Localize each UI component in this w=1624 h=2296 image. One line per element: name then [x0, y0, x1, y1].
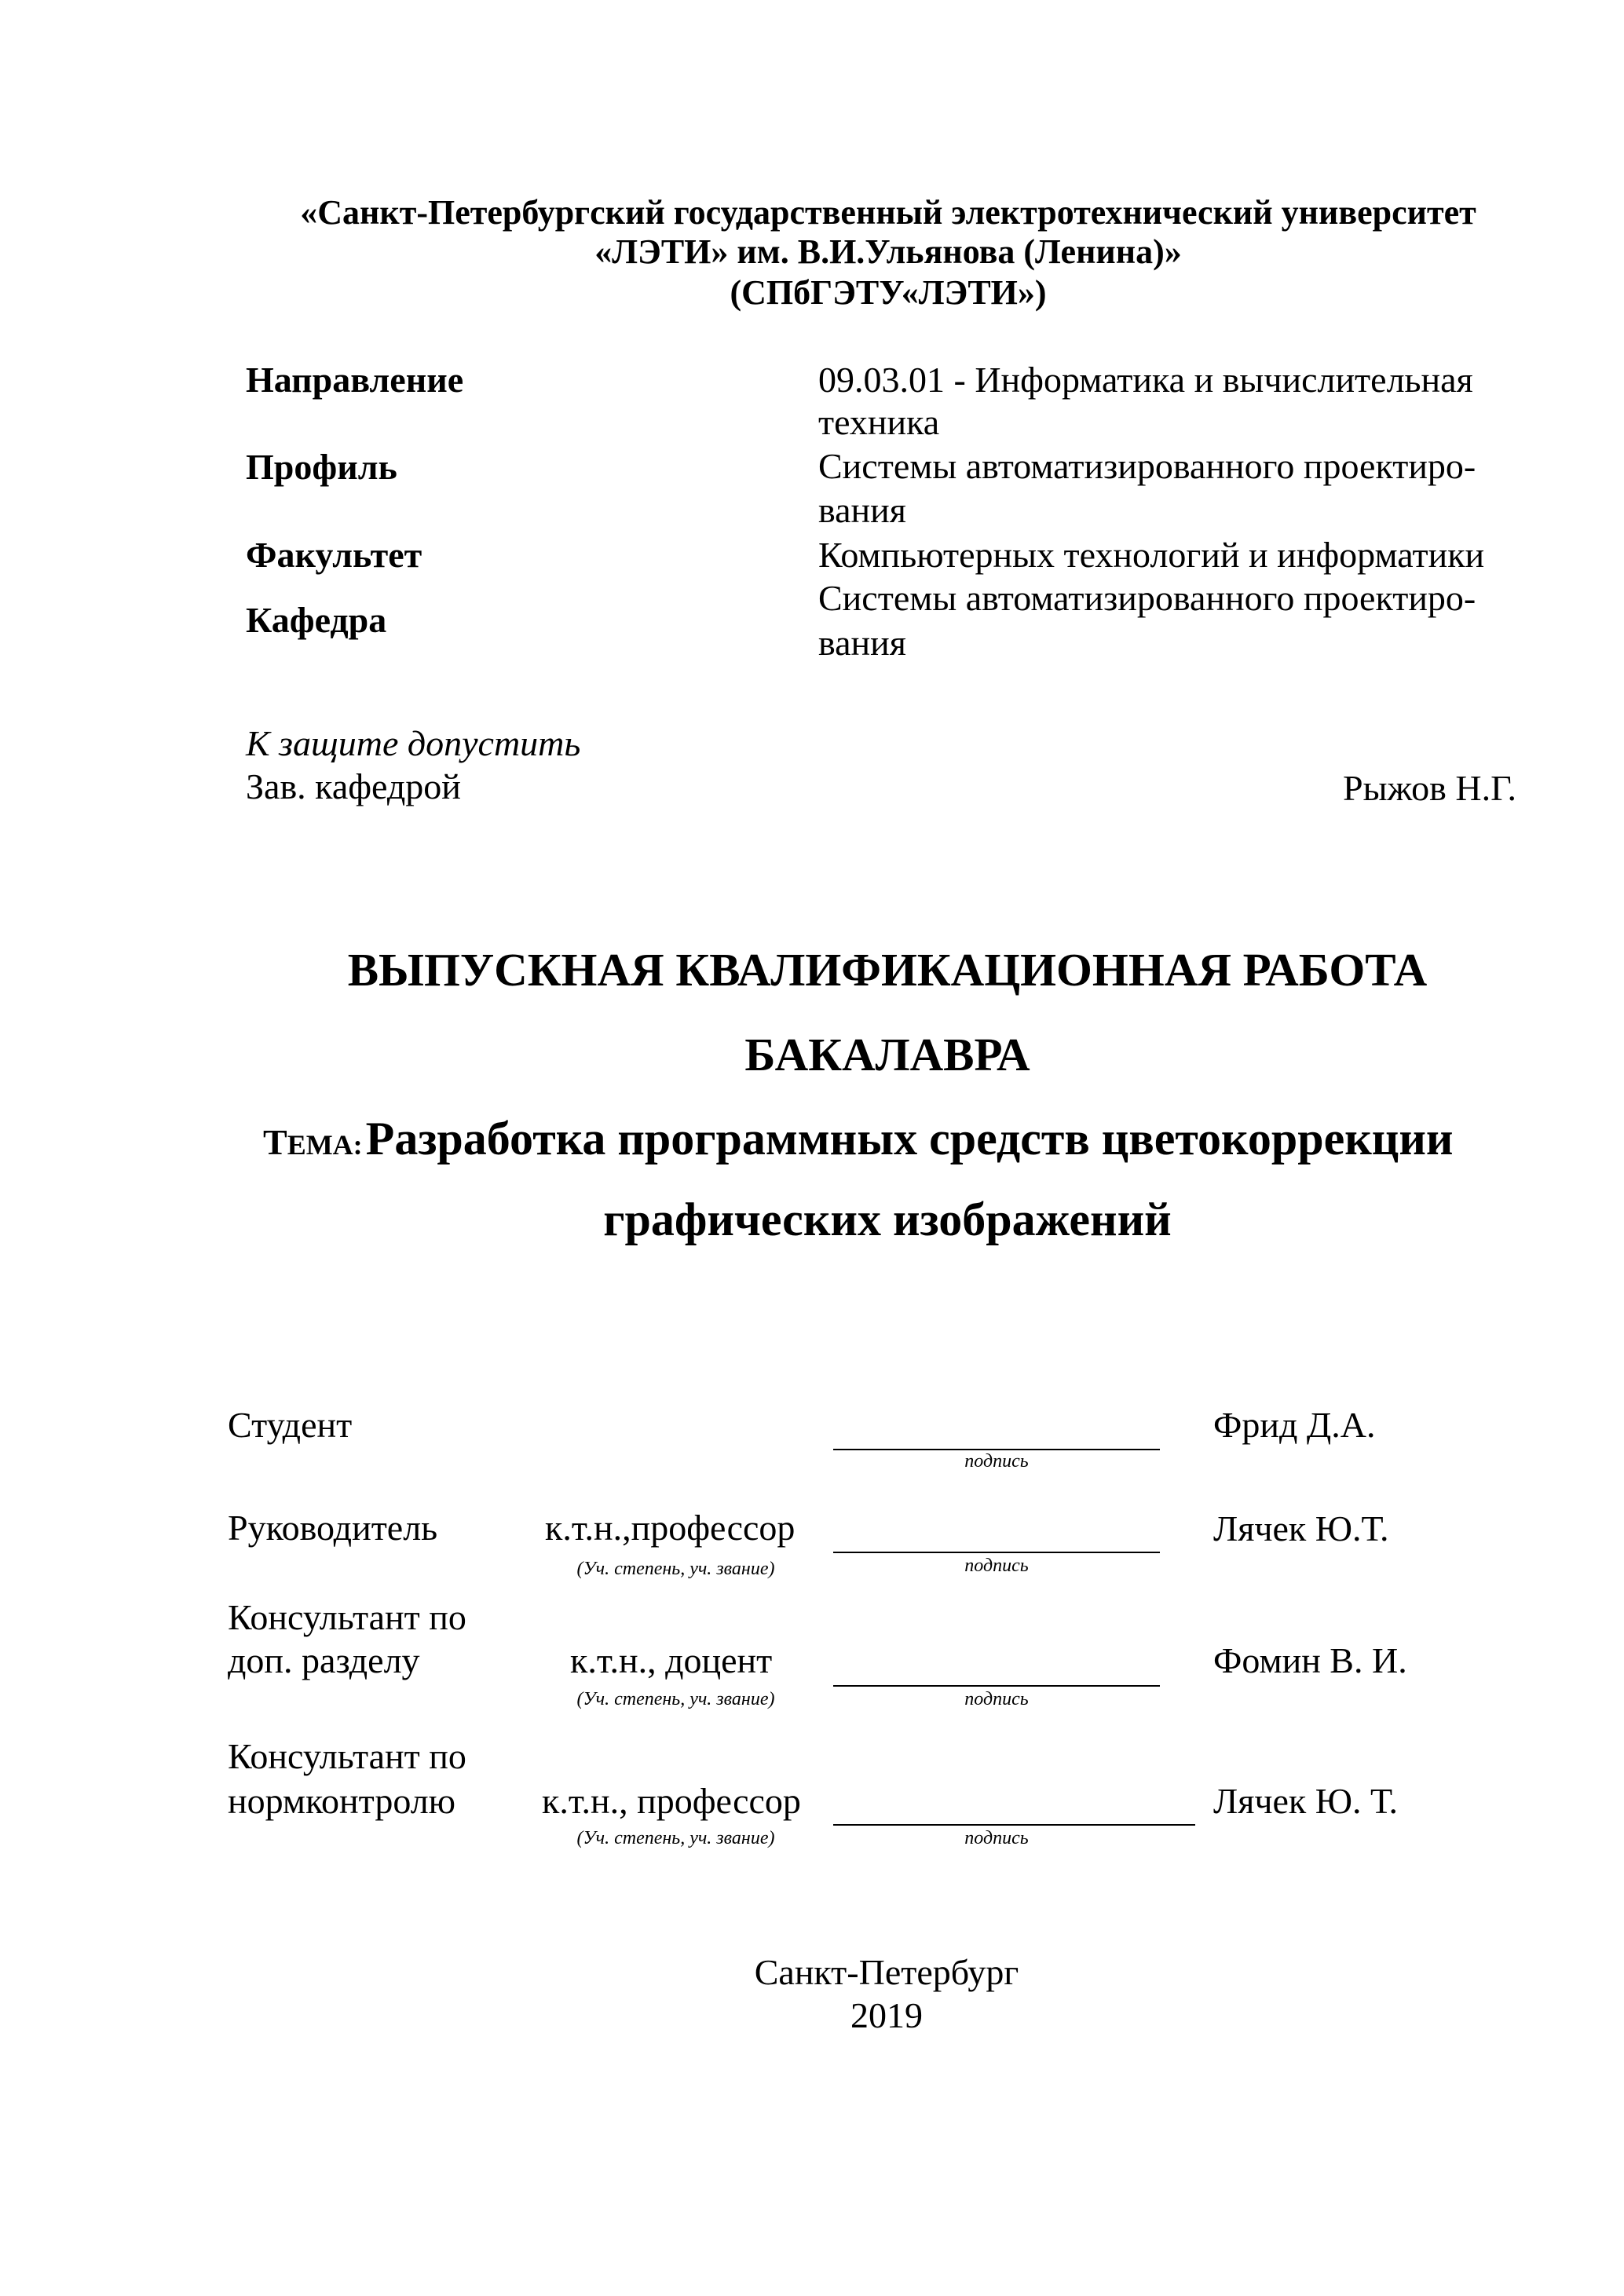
- thesis-topic-line-2: графических изображений: [603, 1194, 1172, 1245]
- person-name: Лячек Ю.Т.: [1213, 1508, 1389, 1548]
- thesis-topic-line-1: [263, 1115, 1453, 1162]
- signature-caption: подпись: [964, 1451, 1029, 1472]
- signature-line[interactable]: [833, 1685, 1160, 1687]
- info-value-profile-line-1: Системы автоматизированного проектиро-: [818, 446, 1476, 486]
- role-label-line-1: Консультант по: [228, 1736, 466, 1776]
- academic-degree: к.т.н.,профессор: [545, 1508, 796, 1548]
- topic-prefix-initial: Т: [263, 1122, 287, 1162]
- info-label-profile: Профиль: [246, 447, 397, 487]
- role-label: Студент: [228, 1405, 353, 1445]
- role-label-line-1: Консультант по: [228, 1597, 466, 1637]
- thesis-type-line-2: БАКАЛАВРА: [744, 1029, 1030, 1080]
- role-label-line-2: нормконтролю: [228, 1781, 456, 1821]
- person-name: Лячек Ю. Т.: [1213, 1781, 1399, 1821]
- info-value-faculty: Компьютерных технологий и информатики: [818, 535, 1485, 575]
- degree-caption: (Уч. степень, уч. звание): [576, 1828, 775, 1848]
- admit-to-defense-label: К защите допустить: [246, 723, 581, 763]
- info-value-direction-line-1: 09.03.01 - Информатика и вычислительная: [818, 360, 1473, 400]
- info-label-faculty: Факультет: [246, 535, 422, 575]
- topic-text-line-1: Разработка программных средств цветокоррекции: [365, 1113, 1454, 1164]
- degree-caption: (Уч. степень, уч. звание): [576, 1689, 775, 1709]
- role-label: Руководитель: [228, 1508, 438, 1548]
- topic-prefix-rest: ЕМА:: [287, 1129, 363, 1161]
- header-line-3: (СПбГЭТУ«ЛЭТИ»): [730, 273, 1047, 312]
- info-value-department-line-1: Системы автоматизированного проектиро-: [818, 578, 1476, 618]
- info-value-profile-line-2: вания: [818, 490, 906, 530]
- thesis-type-line-1: ВЫПУСКНАЯ КВАЛИФИКАЦИОННАЯ РАБОТА: [347, 944, 1428, 996]
- academic-degree: к.т.н., доцент: [570, 1640, 773, 1680]
- info-value-department-line-2: вания: [818, 623, 906, 663]
- head-of-department-name: Рыжов Н.Г.: [1343, 768, 1516, 808]
- person-name: Фрид Д.А.: [1213, 1405, 1376, 1445]
- info-value-direction-line-2: техника: [818, 402, 940, 442]
- header-line-2: «ЛЭТИ» им. В.И.Ульянова (Ленина)»: [594, 232, 1182, 271]
- signature-caption: подпись: [964, 1689, 1029, 1709]
- info-label-department: Кафедра: [246, 600, 387, 640]
- info-label-direction: Направление: [246, 360, 464, 400]
- signature-line[interactable]: [833, 1824, 1195, 1826]
- signature-caption: подпись: [964, 1828, 1029, 1848]
- year: 2019: [850, 1995, 923, 2035]
- header-line-1: «Санкт-Петербургский государственный электротехнический университет: [300, 193, 1476, 232]
- signature-line[interactable]: [833, 1552, 1160, 1553]
- academic-degree: к.т.н., профессор: [542, 1781, 801, 1821]
- signature-line[interactable]: [833, 1449, 1160, 1450]
- person-name: Фомин В. И.: [1213, 1640, 1407, 1680]
- head-of-department-label: Зав. кафедрой: [246, 766, 461, 806]
- city: Санкт-Петербург: [754, 1952, 1019, 1992]
- role-label-line-2: доп. разделу: [228, 1640, 420, 1680]
- degree-caption: (Уч. степень, уч. звание): [576, 1559, 775, 1579]
- signature-caption: подпись: [964, 1556, 1029, 1576]
